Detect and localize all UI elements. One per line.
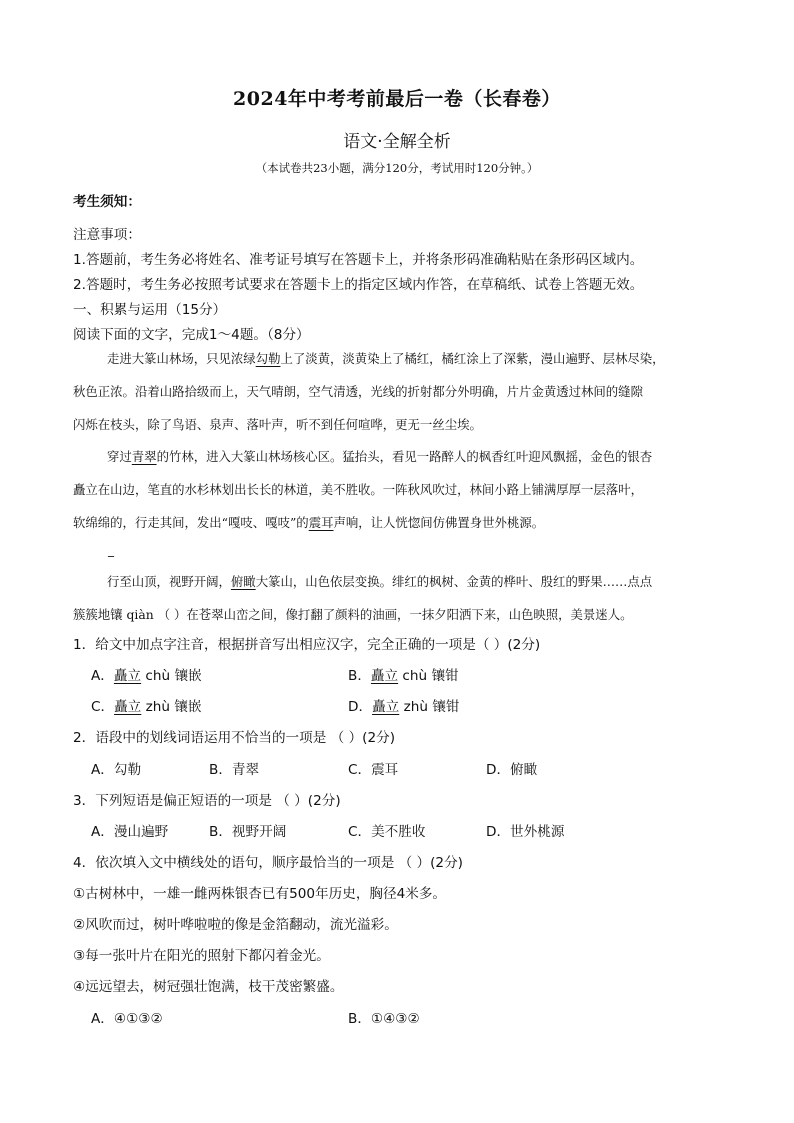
passage-line xyxy=(73,565,723,598)
question-3-stem: 3．下列短语是偏正短语的一项是 （ ）(2分) xyxy=(73,793,341,809)
reading-intro: 阅读下面的文字，完成1～4题。（8分） xyxy=(73,327,310,343)
question-1-option-c[interactable] xyxy=(91,695,201,715)
text-run: 声响，让人恍惚间仿佛置身世外桃源。 xyxy=(333,515,545,530)
question-2-option-a[interactable]: A．勾勒 xyxy=(91,762,142,778)
text-run: 穿过 xyxy=(107,449,132,464)
question-4-sentence-2: ②风吹而过，树叶哗啦啦的像是金箔翻动，流光溢彩。 xyxy=(73,917,398,933)
question-2-option-d[interactable]: D．俯瞰 xyxy=(486,762,538,778)
text-run: 软绵绵的，行走其间，发出“嘎吱、嘎吱”的 xyxy=(73,515,309,530)
passage-paragraph-3 xyxy=(73,565,723,631)
exam-note: （本试卷共23小题，满分120分，考试用时120分钟。） xyxy=(255,161,539,175)
passage-paragraph-2 xyxy=(73,440,723,539)
passage-paragraph-1 xyxy=(73,342,723,441)
dotted-word: 矗立 xyxy=(372,699,400,715)
passage-line: 秋色正浓。沿着山路拾级而上，天气晴朗，空气清透，光线的折射都分外明确，片片金黄透过林间的缝隙 xyxy=(73,384,643,399)
notice-label: 注意事项： xyxy=(73,227,141,243)
question-4-sentence-1: ①古树林中，一雄一雌两株银杏已有500年历史，胸径4米多。 xyxy=(73,886,447,902)
exam-subtitle: 语文·全解全析 xyxy=(343,132,451,152)
notice-item-2: 2.答题时，考生务必按照考试要求在答题卡上的指定区域内作答，在草稿纸、试卷上答题无效。 xyxy=(73,277,644,293)
text-run: 行至山顶，视野开阔， xyxy=(107,574,231,589)
question-4-option-b[interactable]: B．①④③② xyxy=(348,1011,420,1027)
option-label: B． xyxy=(348,668,371,684)
passage-line: 簇簇地镶 qiàn （ ）在苍翠山峦之间，像打翻了颜料的油画，一抹夕阳洒下来，山色映照，美景迷人。 xyxy=(73,607,633,622)
question-4-sentence-3: ③每一张叶片在阳光的照射下都闪着金光。 xyxy=(73,948,330,964)
question-2-stem: 2．语段中的划线词语运用不恰当的一项是 （ ）(2分) xyxy=(73,730,396,746)
section-1-title: 一、积累与运用（15分） xyxy=(73,302,227,318)
question-4-sentence-4: ④远远望去，树冠强壮饱满，枝干茂密繁盛。 xyxy=(73,979,344,995)
option-label: C． xyxy=(91,699,115,715)
exam-title: 2024年中考考前最后一卷（长春卷） xyxy=(233,88,561,110)
question-3-option-b[interactable]: B．视野开阔 xyxy=(209,824,287,840)
option-text: chù 镶钳 xyxy=(398,668,459,684)
question-4-option-a[interactable]: A．④①③② xyxy=(91,1011,163,1027)
text-run: 大篆山，山色依层变换。绯红的枫树、金黄的桦叶、殷红的野果……点点 xyxy=(255,574,653,589)
dotted-word: 矗立 xyxy=(114,699,142,715)
question-2-option-c[interactable]: C．震耳 xyxy=(348,762,399,778)
fill-in-blank-line: _ xyxy=(108,543,114,557)
underlined-word: 勾勒 xyxy=(255,351,281,366)
question-1-option-b[interactable] xyxy=(348,664,459,684)
question-3-option-a[interactable]: A．漫山遍野 xyxy=(91,824,169,840)
passage-line xyxy=(73,506,723,539)
underlined-word: 俯瞰 xyxy=(230,574,256,589)
question-2-option-b[interactable]: B．青翠 xyxy=(209,762,260,778)
passage-line xyxy=(73,440,723,473)
option-text: chù 镶嵌 xyxy=(141,668,202,684)
question-1-option-a[interactable] xyxy=(91,664,202,684)
passage-line xyxy=(73,342,723,375)
dotted-word: 矗立 xyxy=(113,668,142,684)
option-text: zhù 镶嵌 xyxy=(141,699,202,715)
dotted-word: 矗立 xyxy=(370,668,399,684)
passage-line: 矗立在山边，笔直的水杉林划出长长的林道，美不胜收。一阵秋风吹过，林间小路上铺满厚厚一层落叶， xyxy=(73,482,643,497)
option-label: D． xyxy=(348,699,373,715)
question-3-option-d[interactable]: D．世外桃源 xyxy=(486,824,565,840)
underlined-word: 青翠 xyxy=(131,449,157,464)
question-4-stem: 4．依次填入文中横线处的语句，顺序最恰当的一项是 （ ）(2分) xyxy=(73,855,463,871)
text-run: 上了淡黄，淡黄染上了橘红，橘红涂上了深紫，漫山遍野、层林尽染， xyxy=(280,351,665,366)
passage-line: 闪烁在枝头，除了鸟语、泉声、落叶声，听不到任何喧哗，更无一丝尘埃。 xyxy=(73,417,482,432)
text-run: 的竹林，进入大篆山林场核心区。猛抬头，看见一路醉人的枫香红叶迎风飘摇，金色的银杏 xyxy=(156,449,653,464)
question-1-stem: 1．给文中加点字注音，根据拼音写出相应汉字，完全正确的一项是（ ）(2分) xyxy=(73,637,541,653)
notice-item-1: 1.答题前，考生务必将姓名、准考证号填写在答题卡上，并将条形码准确粘贴在条形码区域内。 xyxy=(73,252,644,268)
option-label: A． xyxy=(91,668,114,684)
candidate-notice-heading: 考生须知： xyxy=(73,194,141,210)
question-3-option-c[interactable]: C．美不胜收 xyxy=(348,824,426,840)
question-1-option-d[interactable] xyxy=(348,695,459,715)
text-run: 走进大篆山林场，只见浓绿 xyxy=(107,351,256,366)
option-text: zhù 镶钳 xyxy=(399,699,460,715)
underlined-word: 震耳 xyxy=(308,515,334,530)
